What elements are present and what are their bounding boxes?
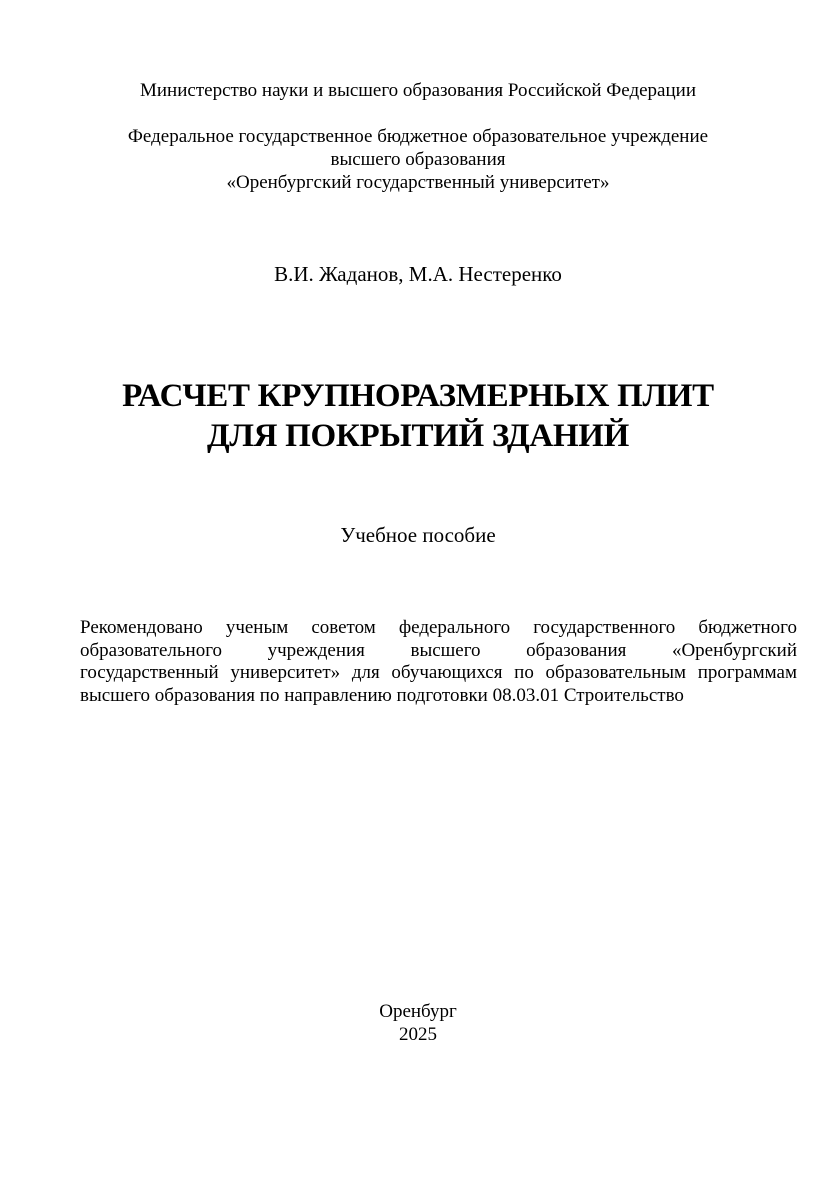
publication-year: 2025	[399, 1024, 437, 1045]
ministry-name: Министерство науки и высшего образования Российской Федерации	[140, 80, 696, 101]
authors: В.И. Жаданов, М.А. Нестеренко	[274, 262, 562, 286]
institution-line-2: высшего образования	[330, 149, 506, 170]
institution-line-3: «Оренбургский государственный университет»	[226, 172, 610, 193]
recommendation-paragraph	[80, 617, 797, 707]
recommendation-line-3: государственный университет» для обучающихся по образовательным программам	[80, 662, 797, 683]
document-title-line-2: ДЛЯ ПОКРЫТИЙ ЗДАНИЙ	[206, 418, 630, 454]
institution-line-1: Федеральное государственное бюджетное образовательное учреждение	[127, 126, 709, 147]
recommendation-line-4: высшего образования по направлению подготовки 08.03.01 Строительство	[80, 684, 684, 706]
document-type: Учебное пособие	[340, 523, 496, 547]
publication-city: Оренбург	[379, 1001, 457, 1022]
recommendation-line-1: Рекомендовано ученым советом федерального государственного бюджетного	[80, 617, 797, 638]
document-title-line-1: РАСЧЕТ КРУПНОРАЗМЕРНЫХ ПЛИТ	[122, 378, 714, 414]
recommendation-line-2: образовательного учреждения высшего образования «Оренбургский	[80, 639, 797, 661]
